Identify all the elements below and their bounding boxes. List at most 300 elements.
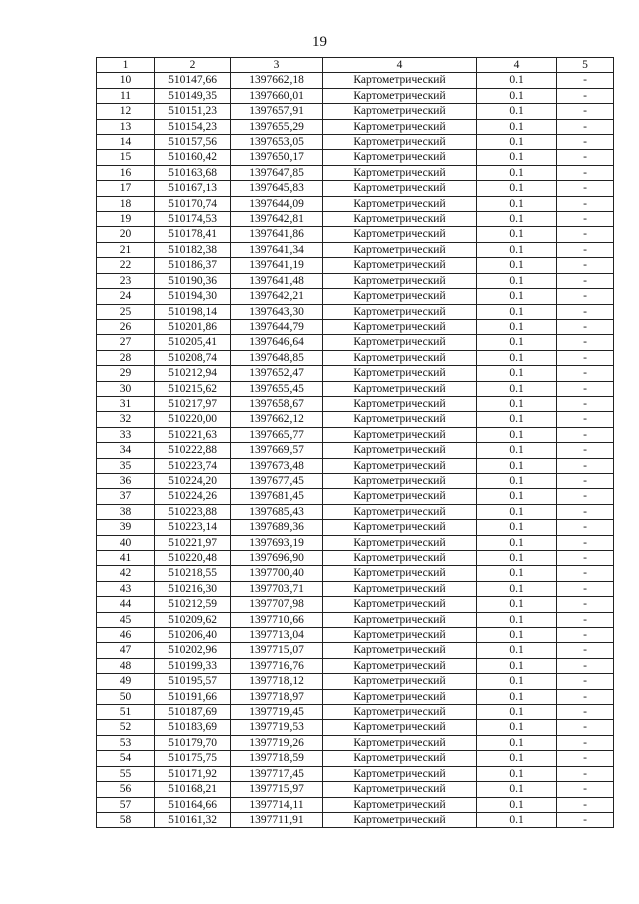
- accuracy-cell: 0.1: [477, 196, 557, 211]
- accuracy-cell: 0.1: [477, 720, 557, 735]
- x-coordinate-cell: 510182,38: [155, 242, 231, 257]
- x-coordinate-cell: 510157,56: [155, 135, 231, 150]
- note-cell: -: [557, 612, 614, 627]
- table-row: [97, 689, 614, 704]
- point-number-cell: 41: [97, 551, 155, 566]
- table-row: [97, 643, 614, 658]
- point-number-cell: 43: [97, 581, 155, 596]
- method-cell: Картометрический: [323, 520, 477, 535]
- accuracy-cell: 0.1: [477, 350, 557, 365]
- note-cell: -: [557, 212, 614, 227]
- table-row: [97, 797, 614, 812]
- y-coordinate-cell: 1397696,90: [231, 551, 323, 566]
- x-coordinate-cell: 510209,62: [155, 612, 231, 627]
- y-coordinate-cell: 1397655,45: [231, 381, 323, 396]
- table-header: [97, 58, 614, 73]
- point-number-cell: 13: [97, 119, 155, 134]
- y-coordinate-cell: 1397673,48: [231, 458, 323, 473]
- y-coordinate-cell: 1397693,19: [231, 535, 323, 550]
- y-coordinate-cell: 1397681,45: [231, 489, 323, 504]
- y-coordinate-cell: 1397660,01: [231, 88, 323, 103]
- page-number: 19: [312, 34, 327, 50]
- accuracy-cell: 0.1: [477, 396, 557, 411]
- x-coordinate-cell: 510208,74: [155, 350, 231, 365]
- accuracy-cell: 0.1: [477, 751, 557, 766]
- accuracy-cell: 0.1: [477, 73, 557, 88]
- point-number-cell: 32: [97, 412, 155, 427]
- note-cell: -: [557, 412, 614, 427]
- method-cell: Картометрический: [323, 674, 477, 689]
- note-cell: -: [557, 181, 614, 196]
- point-number-cell: 35: [97, 458, 155, 473]
- table-row: [97, 104, 614, 119]
- accuracy-cell: 0.1: [477, 427, 557, 442]
- note-cell: -: [557, 319, 614, 334]
- note-cell: -: [557, 812, 614, 827]
- note-cell: -: [557, 797, 614, 812]
- note-cell: -: [557, 304, 614, 319]
- y-coordinate-cell: 1397644,79: [231, 319, 323, 334]
- point-number-cell: 44: [97, 597, 155, 612]
- note-cell: -: [557, 566, 614, 581]
- point-number-cell: 12: [97, 104, 155, 119]
- x-coordinate-cell: 510161,32: [155, 812, 231, 827]
- method-cell: Картометрический: [323, 335, 477, 350]
- x-coordinate-cell: 510178,41: [155, 227, 231, 242]
- column-header: 5: [557, 58, 614, 73]
- x-coordinate-cell: 510151,23: [155, 104, 231, 119]
- point-number-cell: 16: [97, 165, 155, 180]
- x-coordinate-cell: 510220,48: [155, 551, 231, 566]
- note-cell: -: [557, 766, 614, 781]
- method-cell: Картометрический: [323, 135, 477, 150]
- x-coordinate-cell: 510199,33: [155, 658, 231, 673]
- method-cell: Картометрический: [323, 751, 477, 766]
- table-row: [97, 427, 614, 442]
- y-coordinate-cell: 1397648,85: [231, 350, 323, 365]
- table-row: [97, 705, 614, 720]
- accuracy-cell: 0.1: [477, 212, 557, 227]
- note-cell: -: [557, 366, 614, 381]
- y-coordinate-cell: 1397716,76: [231, 658, 323, 673]
- point-number-cell: 30: [97, 381, 155, 396]
- point-number-cell: 28: [97, 350, 155, 365]
- note-cell: -: [557, 674, 614, 689]
- accuracy-cell: 0.1: [477, 551, 557, 566]
- note-cell: -: [557, 289, 614, 304]
- table-row: [97, 366, 614, 381]
- method-cell: Картометрический: [323, 150, 477, 165]
- note-cell: -: [557, 119, 614, 134]
- y-coordinate-cell: 1397641,34: [231, 242, 323, 257]
- method-cell: Картометрический: [323, 319, 477, 334]
- note-cell: -: [557, 165, 614, 180]
- accuracy-cell: 0.1: [477, 119, 557, 134]
- y-coordinate-cell: 1397642,81: [231, 212, 323, 227]
- method-cell: Картометрический: [323, 381, 477, 396]
- point-number-cell: 42: [97, 566, 155, 581]
- table-row: [97, 581, 614, 596]
- note-cell: -: [557, 104, 614, 119]
- y-coordinate-cell: 1397703,71: [231, 581, 323, 596]
- method-cell: Картометрический: [323, 689, 477, 704]
- accuracy-cell: 0.1: [477, 289, 557, 304]
- point-number-cell: 56: [97, 782, 155, 797]
- table-row: [97, 350, 614, 365]
- accuracy-cell: 0.1: [477, 335, 557, 350]
- column-header: 2: [155, 58, 231, 73]
- note-cell: -: [557, 396, 614, 411]
- method-cell: Картометрический: [323, 489, 477, 504]
- point-number-cell: 33: [97, 427, 155, 442]
- accuracy-cell: 0.1: [477, 504, 557, 519]
- point-number-cell: 18: [97, 196, 155, 211]
- accuracy-cell: 0.1: [477, 766, 557, 781]
- y-coordinate-cell: 1397715,97: [231, 782, 323, 797]
- point-number-cell: 49: [97, 674, 155, 689]
- table-row: [97, 597, 614, 612]
- point-number-cell: 52: [97, 720, 155, 735]
- note-cell: -: [557, 196, 614, 211]
- accuracy-cell: 0.1: [477, 242, 557, 257]
- y-coordinate-cell: 1397646,64: [231, 335, 323, 350]
- column-header: 4: [477, 58, 557, 73]
- y-coordinate-cell: 1397715,07: [231, 643, 323, 658]
- x-coordinate-cell: 510167,13: [155, 181, 231, 196]
- y-coordinate-cell: 1397641,19: [231, 258, 323, 273]
- y-coordinate-cell: 1397644,09: [231, 196, 323, 211]
- table-row: [97, 227, 614, 242]
- accuracy-cell: 0.1: [477, 735, 557, 750]
- y-coordinate-cell: 1397658,67: [231, 396, 323, 411]
- table-row: [97, 289, 614, 304]
- method-cell: Картометрический: [323, 396, 477, 411]
- x-coordinate-cell: 510164,66: [155, 797, 231, 812]
- y-coordinate-cell: 1397719,26: [231, 735, 323, 750]
- y-coordinate-cell: 1397669,57: [231, 443, 323, 458]
- point-number-cell: 50: [97, 689, 155, 704]
- y-coordinate-cell: 1397665,77: [231, 427, 323, 442]
- accuracy-cell: 0.1: [477, 628, 557, 643]
- y-coordinate-cell: 1397662,18: [231, 73, 323, 88]
- x-coordinate-cell: 510223,88: [155, 504, 231, 519]
- method-cell: Картометрический: [323, 628, 477, 643]
- y-coordinate-cell: 1397710,66: [231, 612, 323, 627]
- method-cell: Картометрический: [323, 104, 477, 119]
- accuracy-cell: 0.1: [477, 150, 557, 165]
- x-coordinate-cell: 510179,70: [155, 735, 231, 750]
- point-number-cell: 38: [97, 504, 155, 519]
- accuracy-cell: 0.1: [477, 581, 557, 596]
- column-header: 1: [97, 58, 155, 73]
- method-cell: Картометрический: [323, 504, 477, 519]
- note-cell: -: [557, 427, 614, 442]
- note-cell: -: [557, 705, 614, 720]
- table-row: [97, 751, 614, 766]
- table-row: [97, 412, 614, 427]
- table-row: [97, 812, 614, 827]
- accuracy-cell: 0.1: [477, 273, 557, 288]
- accuracy-cell: 0.1: [477, 227, 557, 242]
- method-cell: Картометрический: [323, 766, 477, 781]
- table-row: [97, 304, 614, 319]
- x-coordinate-cell: 510147,66: [155, 73, 231, 88]
- method-cell: Картометрический: [323, 227, 477, 242]
- table-body: [97, 73, 614, 828]
- point-number-cell: 17: [97, 181, 155, 196]
- table-row: [97, 196, 614, 211]
- table-row: [97, 458, 614, 473]
- table-row: [97, 258, 614, 273]
- x-coordinate-cell: 510198,14: [155, 304, 231, 319]
- point-number-cell: 22: [97, 258, 155, 273]
- point-number-cell: 57: [97, 797, 155, 812]
- accuracy-cell: 0.1: [477, 612, 557, 627]
- x-coordinate-cell: 510217,97: [155, 396, 231, 411]
- y-coordinate-cell: 1397657,91: [231, 104, 323, 119]
- note-cell: -: [557, 628, 614, 643]
- x-coordinate-cell: 510183,69: [155, 720, 231, 735]
- method-cell: Картометрический: [323, 181, 477, 196]
- column-header: 3: [231, 58, 323, 73]
- y-coordinate-cell: 1397641,48: [231, 273, 323, 288]
- point-number-cell: 29: [97, 366, 155, 381]
- table-row: [97, 566, 614, 581]
- table-row: [97, 612, 614, 627]
- y-coordinate-cell: 1397647,85: [231, 165, 323, 180]
- x-coordinate-cell: 510160,42: [155, 150, 231, 165]
- accuracy-cell: 0.1: [477, 566, 557, 581]
- method-cell: Картометрический: [323, 812, 477, 827]
- note-cell: -: [557, 489, 614, 504]
- table-row: [97, 551, 614, 566]
- y-coordinate-cell: 1397689,36: [231, 520, 323, 535]
- point-number-cell: 20: [97, 227, 155, 242]
- note-cell: -: [557, 520, 614, 535]
- method-cell: Картометрический: [323, 119, 477, 134]
- y-coordinate-cell: 1397655,29: [231, 119, 323, 134]
- x-coordinate-cell: 510191,66: [155, 689, 231, 704]
- table-row: [97, 242, 614, 257]
- table-row: [97, 381, 614, 396]
- note-cell: -: [557, 751, 614, 766]
- note-cell: -: [557, 381, 614, 396]
- method-cell: Картометрический: [323, 473, 477, 488]
- method-cell: Картометрический: [323, 443, 477, 458]
- method-cell: Картометрический: [323, 196, 477, 211]
- x-coordinate-cell: 510222,88: [155, 443, 231, 458]
- method-cell: Картометрический: [323, 705, 477, 720]
- table-row: [97, 520, 614, 535]
- x-coordinate-cell: 510163,68: [155, 165, 231, 180]
- method-cell: Картометрический: [323, 551, 477, 566]
- accuracy-cell: 0.1: [477, 412, 557, 427]
- note-cell: -: [557, 782, 614, 797]
- note-cell: -: [557, 88, 614, 103]
- x-coordinate-cell: 510206,40: [155, 628, 231, 643]
- x-coordinate-cell: 510216,30: [155, 581, 231, 596]
- method-cell: Картометрический: [323, 458, 477, 473]
- x-coordinate-cell: 510170,74: [155, 196, 231, 211]
- table-row: [97, 674, 614, 689]
- accuracy-cell: 0.1: [477, 458, 557, 473]
- y-coordinate-cell: 1397677,45: [231, 473, 323, 488]
- note-cell: -: [557, 597, 614, 612]
- point-number-cell: 24: [97, 289, 155, 304]
- y-coordinate-cell: 1397700,40: [231, 566, 323, 581]
- method-cell: Картометрический: [323, 73, 477, 88]
- note-cell: -: [557, 458, 614, 473]
- x-coordinate-cell: 510221,97: [155, 535, 231, 550]
- x-coordinate-cell: 510190,36: [155, 273, 231, 288]
- table-row: [97, 628, 614, 643]
- table-row: [97, 720, 614, 735]
- x-coordinate-cell: 510154,23: [155, 119, 231, 134]
- point-number-cell: 58: [97, 812, 155, 827]
- y-coordinate-cell: 1397711,91: [231, 812, 323, 827]
- method-cell: Картометрический: [323, 258, 477, 273]
- table-row: [97, 319, 614, 334]
- method-cell: Картометрический: [323, 735, 477, 750]
- note-cell: -: [557, 643, 614, 658]
- accuracy-cell: 0.1: [477, 782, 557, 797]
- point-number-cell: 47: [97, 643, 155, 658]
- method-cell: Картометрический: [323, 597, 477, 612]
- x-coordinate-cell: 510212,59: [155, 597, 231, 612]
- point-number-cell: 25: [97, 304, 155, 319]
- point-number-cell: 34: [97, 443, 155, 458]
- header-row: [97, 58, 614, 73]
- table-row: [97, 766, 614, 781]
- y-coordinate-cell: 1397719,53: [231, 720, 323, 735]
- accuracy-cell: 0.1: [477, 520, 557, 535]
- method-cell: Картометрический: [323, 366, 477, 381]
- table-row: [97, 150, 614, 165]
- method-cell: Картометрический: [323, 643, 477, 658]
- table-row: [97, 489, 614, 504]
- accuracy-cell: 0.1: [477, 181, 557, 196]
- note-cell: -: [557, 473, 614, 488]
- coordinates-table: [96, 57, 614, 828]
- table-row: [97, 396, 614, 411]
- accuracy-cell: 0.1: [477, 443, 557, 458]
- accuracy-cell: 0.1: [477, 88, 557, 103]
- note-cell: -: [557, 73, 614, 88]
- accuracy-cell: 0.1: [477, 135, 557, 150]
- table-row: [97, 473, 614, 488]
- point-number-cell: 21: [97, 242, 155, 257]
- point-number-cell: 26: [97, 319, 155, 334]
- note-cell: -: [557, 150, 614, 165]
- method-cell: Картометрический: [323, 566, 477, 581]
- note-cell: -: [557, 720, 614, 735]
- table-row: [97, 535, 614, 550]
- method-cell: Картометрический: [323, 797, 477, 812]
- note-cell: -: [557, 335, 614, 350]
- note-cell: -: [557, 135, 614, 150]
- note-cell: -: [557, 273, 614, 288]
- x-coordinate-cell: 510224,20: [155, 473, 231, 488]
- table-row: [97, 735, 614, 750]
- note-cell: -: [557, 735, 614, 750]
- point-number-cell: 14: [97, 135, 155, 150]
- note-cell: -: [557, 227, 614, 242]
- table-row: [97, 165, 614, 180]
- point-number-cell: 55: [97, 766, 155, 781]
- point-number-cell: 11: [97, 88, 155, 103]
- accuracy-cell: 0.1: [477, 381, 557, 396]
- note-cell: -: [557, 242, 614, 257]
- y-coordinate-cell: 1397642,21: [231, 289, 323, 304]
- method-cell: Картометрический: [323, 720, 477, 735]
- point-number-cell: 54: [97, 751, 155, 766]
- x-coordinate-cell: 510187,69: [155, 705, 231, 720]
- y-coordinate-cell: 1397645,83: [231, 181, 323, 196]
- table-row: [97, 782, 614, 797]
- accuracy-cell: 0.1: [477, 104, 557, 119]
- y-coordinate-cell: 1397662,12: [231, 412, 323, 427]
- x-coordinate-cell: 510218,55: [155, 566, 231, 581]
- method-cell: Картометрический: [323, 658, 477, 673]
- x-coordinate-cell: 510224,26: [155, 489, 231, 504]
- point-number-cell: 31: [97, 396, 155, 411]
- method-cell: Картометрический: [323, 782, 477, 797]
- accuracy-cell: 0.1: [477, 705, 557, 720]
- point-number-cell: 10: [97, 73, 155, 88]
- x-coordinate-cell: 510201,86: [155, 319, 231, 334]
- accuracy-cell: 0.1: [477, 366, 557, 381]
- accuracy-cell: 0.1: [477, 535, 557, 550]
- y-coordinate-cell: 1397719,45: [231, 705, 323, 720]
- point-number-cell: 46: [97, 628, 155, 643]
- table-row: [97, 443, 614, 458]
- y-coordinate-cell: 1397718,12: [231, 674, 323, 689]
- accuracy-cell: 0.1: [477, 304, 557, 319]
- point-number-cell: 19: [97, 212, 155, 227]
- y-coordinate-cell: 1397652,47: [231, 366, 323, 381]
- x-coordinate-cell: 510149,35: [155, 88, 231, 103]
- column-header: 4: [323, 58, 477, 73]
- table-row: [97, 119, 614, 134]
- y-coordinate-cell: 1397650,17: [231, 150, 323, 165]
- x-coordinate-cell: 510212,94: [155, 366, 231, 381]
- accuracy-cell: 0.1: [477, 689, 557, 704]
- method-cell: Картометрический: [323, 165, 477, 180]
- method-cell: Картометрический: [323, 412, 477, 427]
- method-cell: Картометрический: [323, 242, 477, 257]
- y-coordinate-cell: 1397713,04: [231, 628, 323, 643]
- point-number-cell: 53: [97, 735, 155, 750]
- method-cell: Картометрический: [323, 612, 477, 627]
- table-row: [97, 88, 614, 103]
- accuracy-cell: 0.1: [477, 674, 557, 689]
- table-row: [97, 181, 614, 196]
- y-coordinate-cell: 1397718,59: [231, 751, 323, 766]
- point-number-cell: 37: [97, 489, 155, 504]
- point-number-cell: 40: [97, 535, 155, 550]
- x-coordinate-cell: 510215,62: [155, 381, 231, 396]
- method-cell: Картометрический: [323, 304, 477, 319]
- method-cell: Картометрический: [323, 273, 477, 288]
- note-cell: -: [557, 551, 614, 566]
- accuracy-cell: 0.1: [477, 658, 557, 673]
- table-row: [97, 135, 614, 150]
- table-row: [97, 212, 614, 227]
- accuracy-cell: 0.1: [477, 473, 557, 488]
- method-cell: Картометрический: [323, 581, 477, 596]
- point-number-cell: 23: [97, 273, 155, 288]
- y-coordinate-cell: 1397653,05: [231, 135, 323, 150]
